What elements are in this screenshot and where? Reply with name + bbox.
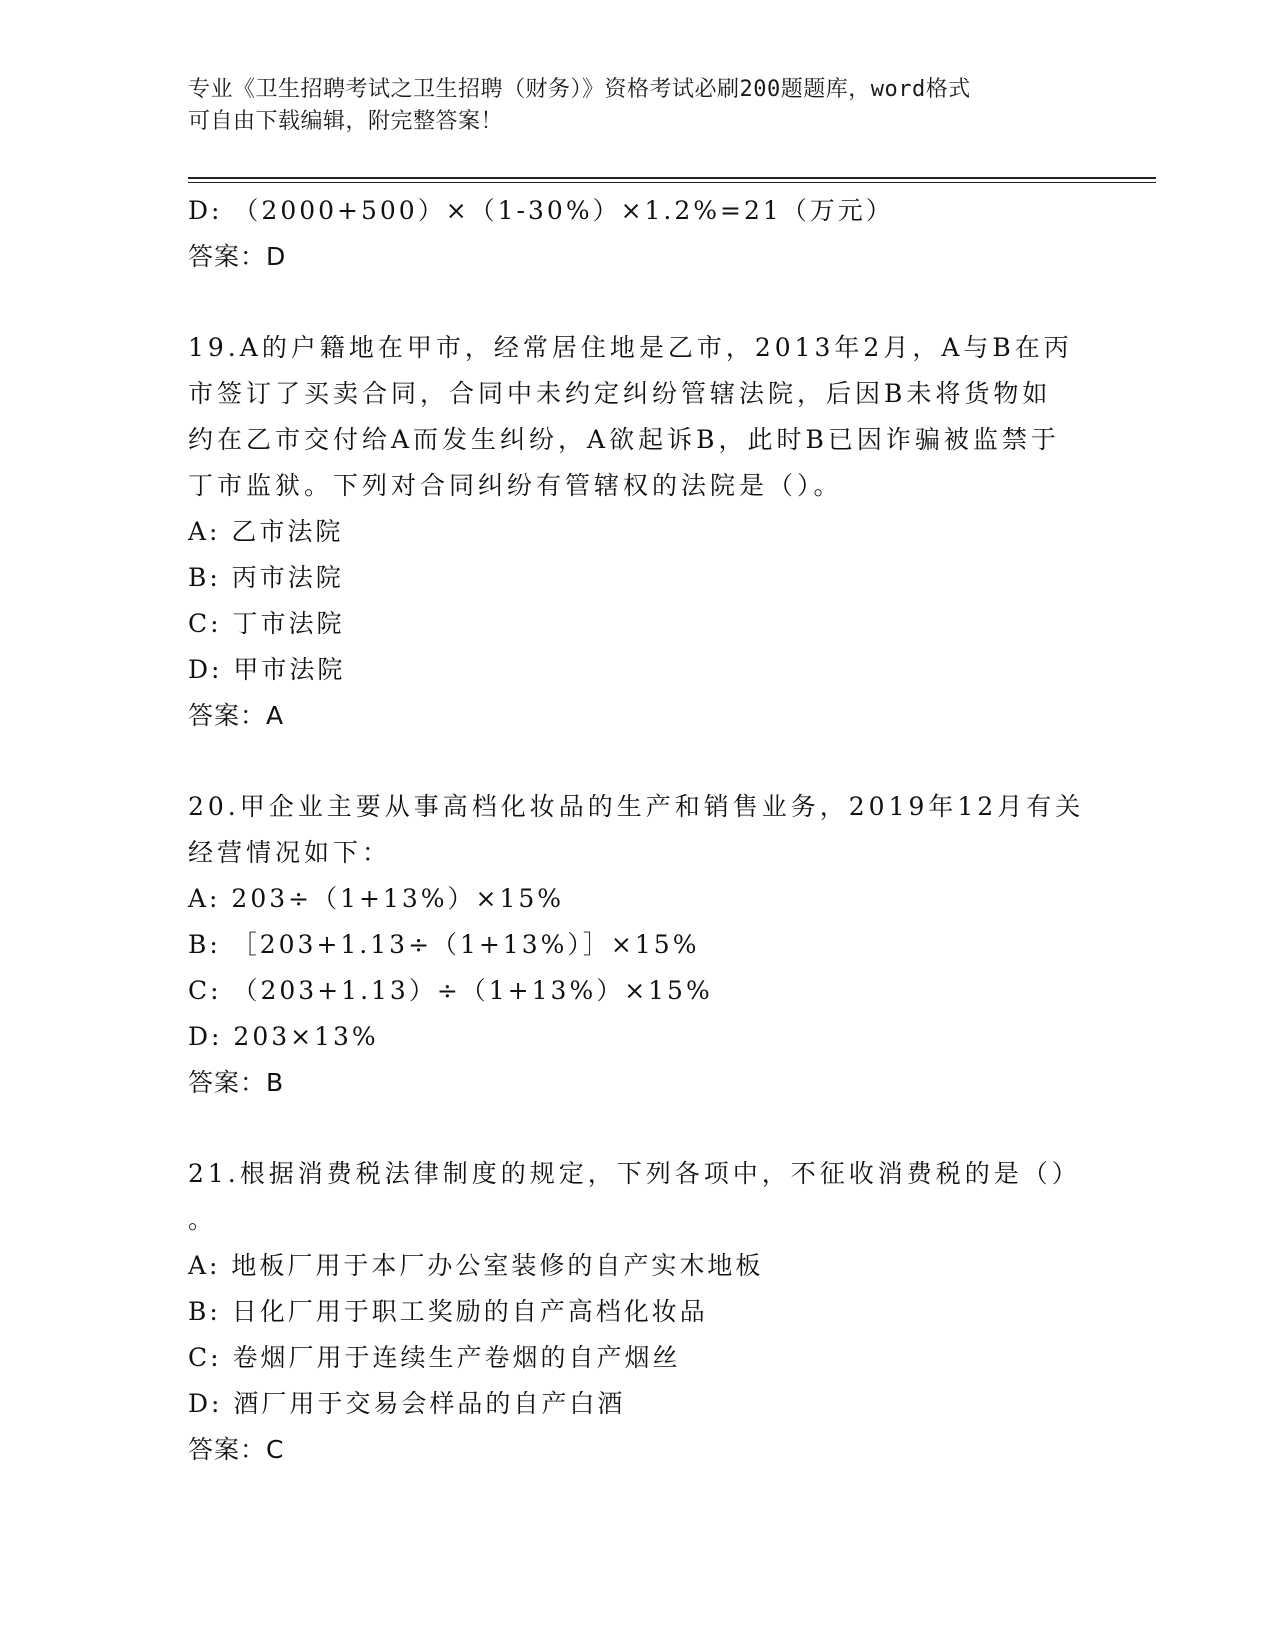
header-divider-thick <box>188 177 1156 179</box>
header-title-line-2: 可自由下载编辑，附完整答案！ <box>188 109 504 134</box>
option-a: A: 203÷（1+13%）×15% <box>188 884 565 913</box>
page-header <box>188 74 1068 138</box>
option-b: B: 丙市法院 <box>188 563 344 592</box>
option-a: A: 乙市法院 <box>188 517 344 546</box>
answer-line: 答案：C <box>188 1435 285 1464</box>
question-18-tail <box>188 188 1088 280</box>
stem-line: 21.根据消费税法律制度的规定，下列各项中，不征收消费税的是（） <box>188 1159 1081 1188</box>
spacer <box>188 280 1088 325</box>
option-c: C: 丁市法院 <box>188 609 345 638</box>
stem-line: 。 <box>188 1205 218 1234</box>
option-c: C: 卷烟厂用于连续生产卷烟的自产烟丝 <box>188 1343 681 1372</box>
question-stem <box>188 784 1088 876</box>
option-d: D: （2000+500）×（1-30%）×1.2%=21（万元） <box>188 196 894 225</box>
option-d: D: 甲市法院 <box>188 655 346 684</box>
spacer <box>188 739 1088 784</box>
stem-line: 市签订了买卖合同，合同中未约定纠纷管辖法院，后因B未将货物如 <box>188 379 1052 408</box>
option-d: D: 203×13% <box>188 1022 379 1051</box>
option-b: B: 日化厂用于职工奖励的自产高档化妆品 <box>188 1297 708 1326</box>
header-divider-thin <box>188 182 1156 183</box>
question-stem <box>188 325 1088 509</box>
option-c: C: （203+1.13）÷（1+13%）×15% <box>188 976 713 1005</box>
answer-line: 答案：B <box>188 1068 285 1097</box>
question-20 <box>188 784 1088 1106</box>
answer-line: 答案：D <box>188 242 287 271</box>
option-b: B: ［203+1.13÷（1+13%）］×15% <box>188 930 700 959</box>
document-body <box>188 188 1088 1473</box>
stem-line: 约在乙市交付给A而发生纠纷，A欲起诉B，此时B已因诈骗被监禁于 <box>188 425 1060 454</box>
stem-line: 20.甲企业主要从事高档化妆品的生产和销售业务，2019年12月有关 <box>188 792 1085 821</box>
question-19 <box>188 325 1088 739</box>
option-a: A: 地板厂用于本厂办公室装修的自产实木地板 <box>188 1251 764 1280</box>
answer-line: 答案：A <box>188 701 285 730</box>
question-stem <box>188 1151 1088 1243</box>
stem-line: 丁市监狱。下列对合同纠纷有管辖权的法院是（）。 <box>188 471 843 500</box>
option-d: D: 酒厂用于交易会样品的自产白酒 <box>188 1389 626 1418</box>
stem-line: 19.A的户籍地在甲市，经常居住地是乙市，2013年2月，A与B在丙 <box>188 333 1073 362</box>
question-21 <box>188 1151 1088 1473</box>
stem-line: 经营情况如下： <box>188 838 392 867</box>
spacer <box>188 1106 1088 1151</box>
header-title-line-1: 专业《卫生招聘考试之卫生招聘（财务）》资格考试必刷200题题库，word格式 <box>188 77 971 102</box>
